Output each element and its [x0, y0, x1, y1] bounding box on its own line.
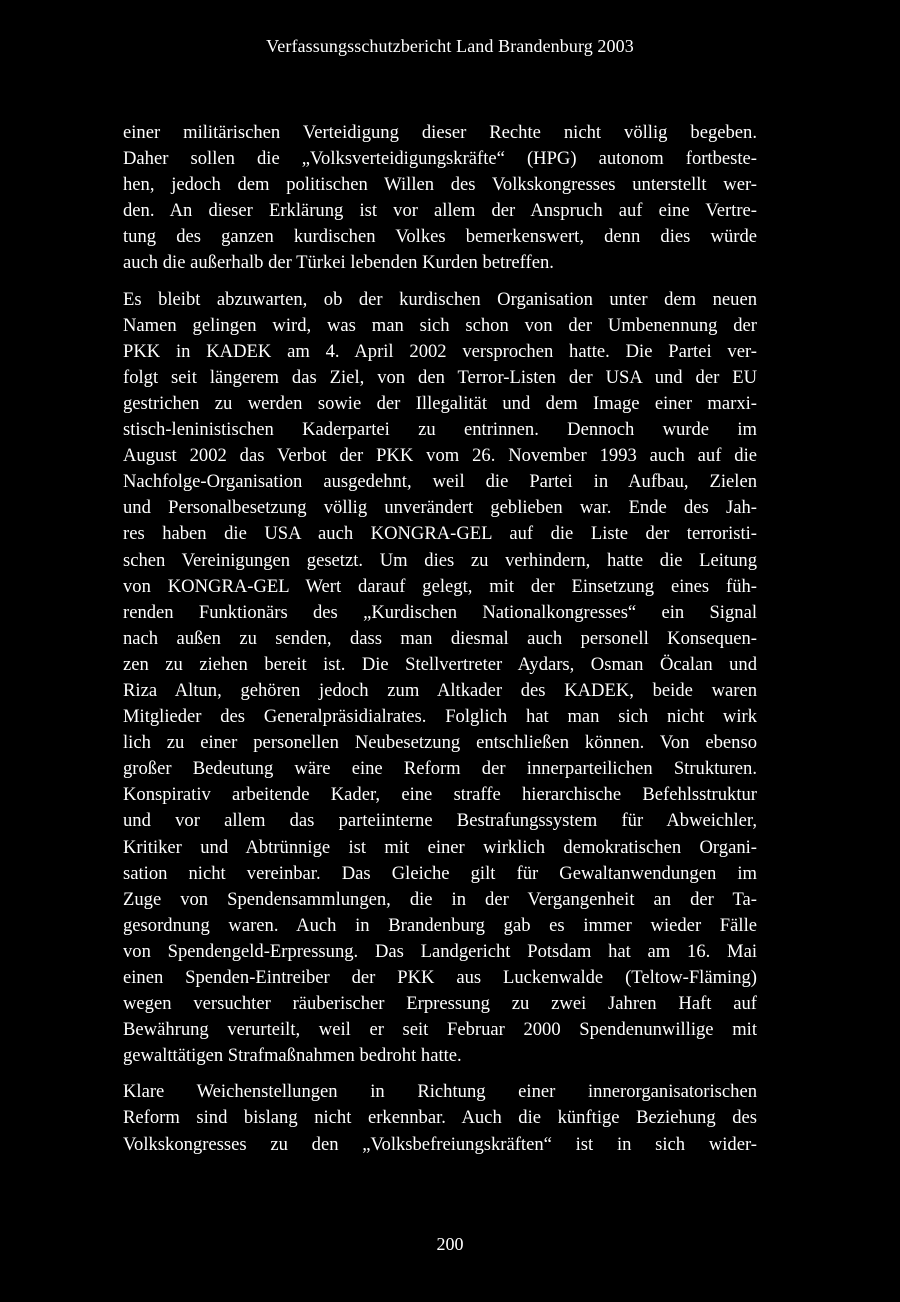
text-line: Klare Weichenstellungen in Richtung einer innerorganisatorischen — [123, 1081, 757, 1103]
text-line: res haben die USA auch KONGRA-GEL auf die Liste der terroristi- — [123, 523, 757, 545]
text-line: Volkskongresses zu den „Volksbefreiungskräften“ ist in sich wider- — [123, 1133, 757, 1155]
text-line: Bewährung verurteilt, weil er seit Februar 2000 Spendenunwillige mit — [123, 1019, 757, 1041]
text-line: großer Bedeutung wäre eine Reform der innerparteilichen Strukturen. — [123, 758, 757, 780]
text-line: stisch-leninistischen Kaderpartei zu entrinnen. Dennoch wurde im — [123, 419, 757, 441]
text-line: Es bleibt abzuwarten, ob der kurdischen Organisation unter dem neuen — [123, 288, 757, 310]
text-line: lich zu einer personellen Neubesetzung entschließen können. Von ebenso — [123, 732, 757, 754]
text-line: den. An dieser Erklärung ist vor allem der Anspruch auf eine Vertre- — [123, 200, 757, 222]
text-line: folgt seit längerem das Ziel, von den Terror-Listen der USA und der EU — [123, 366, 757, 388]
paragraph-1 — [123, 120, 757, 277]
text-line: Nachfolge-Organisation ausgedehnt, weil die Partei in Aufbau, Zielen — [123, 471, 757, 493]
text-line: gestrichen zu werden sowie der Illegalität und dem Image einer marxi- — [123, 392, 757, 414]
body-text — [123, 120, 757, 1158]
text-line: wegen versuchter räuberischer Erpressung zu zwei Jahren Haft auf — [123, 993, 757, 1015]
text-line: von Spendengeld-Erpressung. Das Landgericht Potsdam hat am 16. Mai — [123, 940, 757, 962]
text-line: schen Vereinigungen gesetzt. Um dies zu verhindern, hatte die Leitung — [123, 549, 757, 571]
text-line: Mitglieder des Generalpräsidialrates. Folglich hat man sich nicht wirk — [123, 706, 757, 728]
text-line: Zuge von Spendensammlungen, die in der Vergangenheit an der Ta- — [123, 888, 757, 910]
text-line: renden Funktionärs des „Kurdischen Nationalkongresses“ ein Signal — [123, 601, 757, 623]
page-number: 200 — [436, 1234, 464, 1254]
text-line: gewalttätigen Strafmaßnahmen bedroht hatte. — [123, 1045, 462, 1067]
text-line: und Personalbesetzung völlig unverändert geblieben war. Ende des Jah- — [123, 497, 757, 519]
text-line: Namen gelingen wird, was man sich schon von der Umbenennung der — [123, 314, 757, 336]
text-line: nach außen zu senden, dass man diesmal auch personell Konsequen- — [123, 627, 757, 649]
paragraph-2 — [123, 287, 757, 1070]
text-line: PKK in KADEK am 4. April 2002 versprochen hatte. Die Partei ver- — [123, 340, 757, 362]
text-line: August 2002 das Verbot der PKK vom 26. November 1993 auch auf die — [123, 445, 757, 467]
text-line: Daher sollen die „Volksverteidigungskräfte“ (HPG) autonom fortbeste- — [123, 148, 757, 170]
text-line: zen zu ziehen bereit ist. Die Stellvertreter Aydars, Osman Öcalan und — [123, 653, 757, 675]
text-line: Reform sind bislang nicht erkennbar. Auch die künftige Beziehung des — [123, 1107, 757, 1129]
text-line: tung des ganzen kurdischen Volkes bemerkenswert, denn dies würde — [123, 226, 757, 248]
text-line: gesordnung waren. Auch in Brandenburg gab es immer wieder Fälle — [123, 914, 757, 936]
text-line: sation nicht vereinbar. Das Gleiche gilt für Gewaltanwendungen im — [123, 862, 757, 884]
text-line: von KONGRA-GEL Wert darauf gelegt, mit der Einsetzung eines füh- — [123, 575, 757, 597]
running-header: Verfassungsschutzbericht Land Brandenburg 2003 — [266, 36, 634, 56]
text-line: und vor allem das parteiinterne Bestrafungssystem für Abweichler, — [123, 810, 757, 832]
text-line: Kritiker und Abtrünnige ist mit einer wirklich demokratischen Organi- — [123, 836, 757, 858]
text-line: auch die außerhalb der Türkei lebenden Kurden betreffen. — [123, 252, 554, 274]
text-line: Riza Altun, gehören jedoch zum Altkader des KADEK, beide waren — [123, 679, 757, 701]
text-line: Konspirativ arbeitende Kader, eine straffe hierarchische Befehlsstruktur — [123, 784, 757, 806]
text-line: hen, jedoch dem politischen Willen des Volkskongresses unterstellt wer- — [123, 174, 757, 196]
paragraph-3 — [123, 1079, 757, 1157]
text-line: einer militärischen Verteidigung dieser Rechte nicht völlig begeben. — [123, 122, 757, 143]
text-line: einen Spenden-Eintreiber der PKK aus Luckenwalde (Teltow-Fläming) — [123, 967, 757, 988]
